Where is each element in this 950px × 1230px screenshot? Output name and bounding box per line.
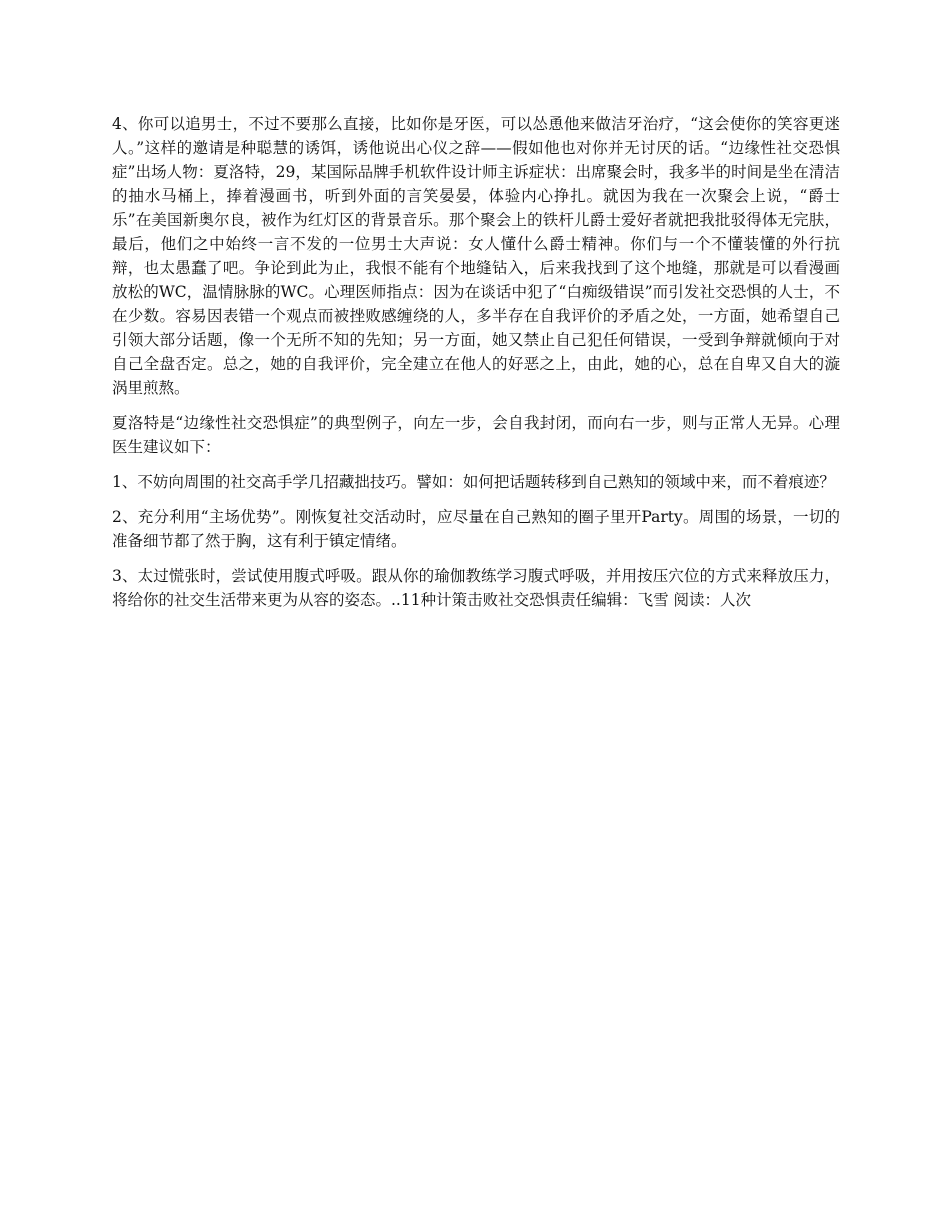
paragraph-4: 2、充分利用“主场优势”。刚恢复社交活动时，应尽量在自己熟知的圈子里开Party。周围的场景，一切的准备细节都了然于胸，这有利于镇定情绪。	[112, 508, 840, 550]
paragraph-1: 4、你可以追男士，不过不要那么直接，比如你是牙医，可以怂恿他来做洁牙治疗，“这会使你的笑容更迷人。”这样的邀请是种聪慧的诱饵，诱他说出心仪之辞——假如他也对你并无讨厌的话。“边缘性社交恐惧症”出场人物：夏洛特，29，某国际品牌手机软件设计师主诉症状：出席聚会时，我多半的时间是坐在清洁的抽水马桶上，捧着漫画书，听到外面的言笑晏晏，体验内心挣扎。就因为我在一次聚会上说，“爵士乐”在美国新奥尔良，被作为红灯区的背景音乐。那个聚会上的铁杆儿爵士爱好者就把我批驳得体无完肤，最后，他们之中始终一言不发的一位男士大声说：女人懂什么爵士精神。你们与一个不懂装懂的外行抗辩，也太愚蠢了吧。争论到此为止，我恨不能有个地缝钻入，后来我找到了这个地缝，那就是可以看漫画放松的WC，温情脉脉的WC。心理医师指点：因为在谈话中犯了“白痴级错误”而引发社交恐惧的人士，不在少数。容易因表错一个观点而被挫败感缠绕的人，多半存在自我评价的矛盾之处，一方面，她希望自己引领大部分话题，像一个无所不知的先知；另一方面，她又禁止自己犯任何错误，一受到争辩就倾向于对自己全盘否定。总之，她的自我评价，完全建立在他人的好恶之上，由此，她的心，总在自卑又自大的漩涡里煎熬。	[112, 115, 840, 397]
paragraph-2: 夏洛特是“边缘性社交恐惧症”的典型例子，向左一步，会自我封闭，而向右一步，则与正常人无异。心理医生建议如下：	[112, 414, 840, 456]
paragraph-3: 1、不妨向周围的社交高手学几招藏拙技巧。譬如：如何把话题转移到自己熟知的领域中来，而不着痕迹？	[112, 473, 835, 491]
paragraph-5: 3、太过慌张时，尝试使用腹式呼吸。跟从你的瑜伽教练学习腹式呼吸，并用按压穴位的方式来释放压力，将给你的社交生活带来更为从容的姿态。..11种计策击败社交恐惧责任编辑：飞雪 阅读：人次	[112, 567, 840, 609]
document-body	[112, 112, 840, 623]
